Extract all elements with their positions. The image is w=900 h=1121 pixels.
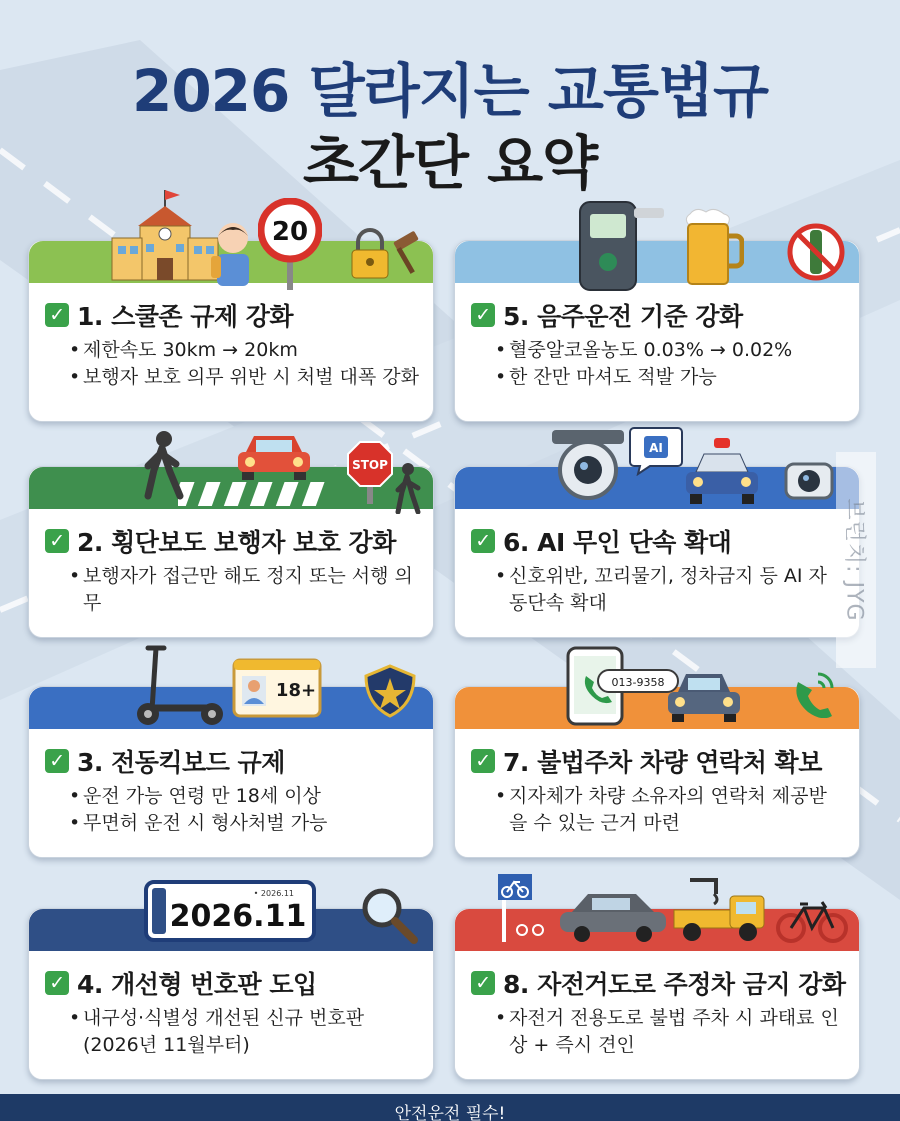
card-bullets	[69, 563, 419, 617]
kickboard-icon	[130, 644, 226, 728]
police-car-icon	[684, 436, 760, 510]
ringing-phone-icon	[788, 668, 838, 718]
ai-chip-icon	[628, 426, 684, 476]
check-icon: ✓	[45, 303, 69, 327]
watermark	[836, 452, 876, 668]
card-heading: ✓ 1. 스쿨존 규제 강화	[45, 297, 425, 333]
bicycle-icon	[776, 896, 848, 944]
bullet-item: • 제한속도 30km → 20km	[69, 337, 419, 364]
car-icon	[236, 430, 312, 482]
check-icon: ✓	[471, 303, 495, 327]
police-badge-icon	[364, 664, 416, 718]
towed-car-icon	[558, 888, 670, 944]
card-heading: ✓ 7. 불법주차 차량 연락처 확보	[471, 743, 851, 779]
age-limit-text: 18+	[275, 680, 317, 701]
bullet-item: • 한 잔만 마셔도 적발 가능	[495, 364, 845, 391]
beer-mug-icon	[680, 206, 744, 288]
card-bullets	[69, 337, 419, 391]
cctv-camera-icon	[550, 428, 626, 502]
card-heading: ✓ 2. 횡단보도 보행자 보호 강화	[45, 523, 425, 559]
card-heading: ✓ 3. 전동킥보드 규제	[45, 743, 425, 779]
card-heading: ✓ 6. AI 무인 단속 확대	[471, 523, 851, 559]
bullet-item: • 무면허 운전 시 형사처벌 가능	[69, 810, 419, 837]
student-icon	[205, 218, 261, 286]
card-heading: ✓ 8. 자전거도로 주정차 금지 강화	[471, 965, 851, 1001]
magnifier-icon	[360, 886, 418, 944]
bullet-item: • 신호위반, 꼬리물기, 정차금지 등 AI 자동단속 확대	[495, 563, 845, 617]
stop-sign-icon	[346, 440, 394, 504]
lock-gavel-icon	[350, 228, 426, 280]
card-bullets	[69, 1005, 419, 1059]
check-icon: ✓	[471, 749, 495, 773]
check-icon: ✓	[471, 971, 495, 995]
check-icon: ✓	[45, 529, 69, 553]
crosswalk-icon	[178, 478, 328, 508]
speed-limit-text: 20	[271, 217, 309, 247]
check-icon: ✓	[471, 529, 495, 553]
card-bullets	[69, 783, 419, 837]
bullet-item: • 보행자 보호 의무 위반 시 처벌 대폭 강화	[69, 364, 419, 391]
card-bullets	[495, 1005, 845, 1059]
card-heading: ✓ 4. 개선형 번호판 도입	[45, 965, 425, 1001]
school-building-icon	[110, 186, 220, 282]
breathalyzer-icon	[578, 200, 668, 292]
bullet-item: • 혈중알코올농도 0.03% → 0.02%	[495, 337, 845, 364]
tow-truck-icon	[670, 872, 770, 946]
plate-number-text: 2026.11	[169, 899, 307, 934]
main-title: 2026 달라지는 교통법규	[131, 57, 769, 125]
speed-camera-icon	[784, 460, 834, 502]
check-icon: ✓	[45, 749, 69, 773]
card-heading: ✓ 5. 음주운전 기준 강화	[471, 297, 851, 333]
bullet-item: • 운전 가능 연령 만 18세 이상	[69, 783, 419, 810]
license-plate-icon	[144, 880, 316, 942]
card-bullets	[495, 563, 845, 617]
card-bullets	[495, 337, 845, 391]
speed-limit-sign-icon	[258, 198, 322, 290]
pedestrian-icon	[140, 430, 190, 500]
bullet-item: • 보행자가 접근만 해도 정지 또는 서행 의무	[69, 563, 419, 617]
no-alcohol-icon	[786, 222, 846, 282]
parked-car-icon	[666, 668, 742, 724]
bullet-item: • 자전거 전용도로 불법 주차 시 과태료 인상 + 즉시 견인	[495, 1005, 845, 1059]
main-subtitle: 초간단 요약	[302, 129, 598, 197]
walking-person-icon	[390, 462, 426, 514]
phone-number-text: 013-9358	[611, 676, 665, 689]
bullet-item: • 내구성·식별성 개선된 신규 번호판(2026년 11월부터)	[69, 1005, 419, 1059]
check-icon: ✓	[45, 971, 69, 995]
bullet-item: • 지자체가 차량 소유자의 연락처 제공받을 수 있는 근거 마련	[495, 783, 845, 837]
card-bullets	[495, 783, 845, 837]
bike-lane-sign-icon	[494, 872, 554, 944]
plate-small-text: • 2026.11	[253, 889, 294, 898]
ai-chip-text: AI	[649, 441, 663, 455]
watermark-text: 브런치: JYG	[841, 498, 867, 622]
footer-banner	[0, 1094, 900, 1121]
id-card-icon	[232, 658, 322, 718]
footer-text: 안전운전 필수!	[394, 1104, 506, 1121]
stop-sign-text: STOP	[352, 458, 388, 472]
